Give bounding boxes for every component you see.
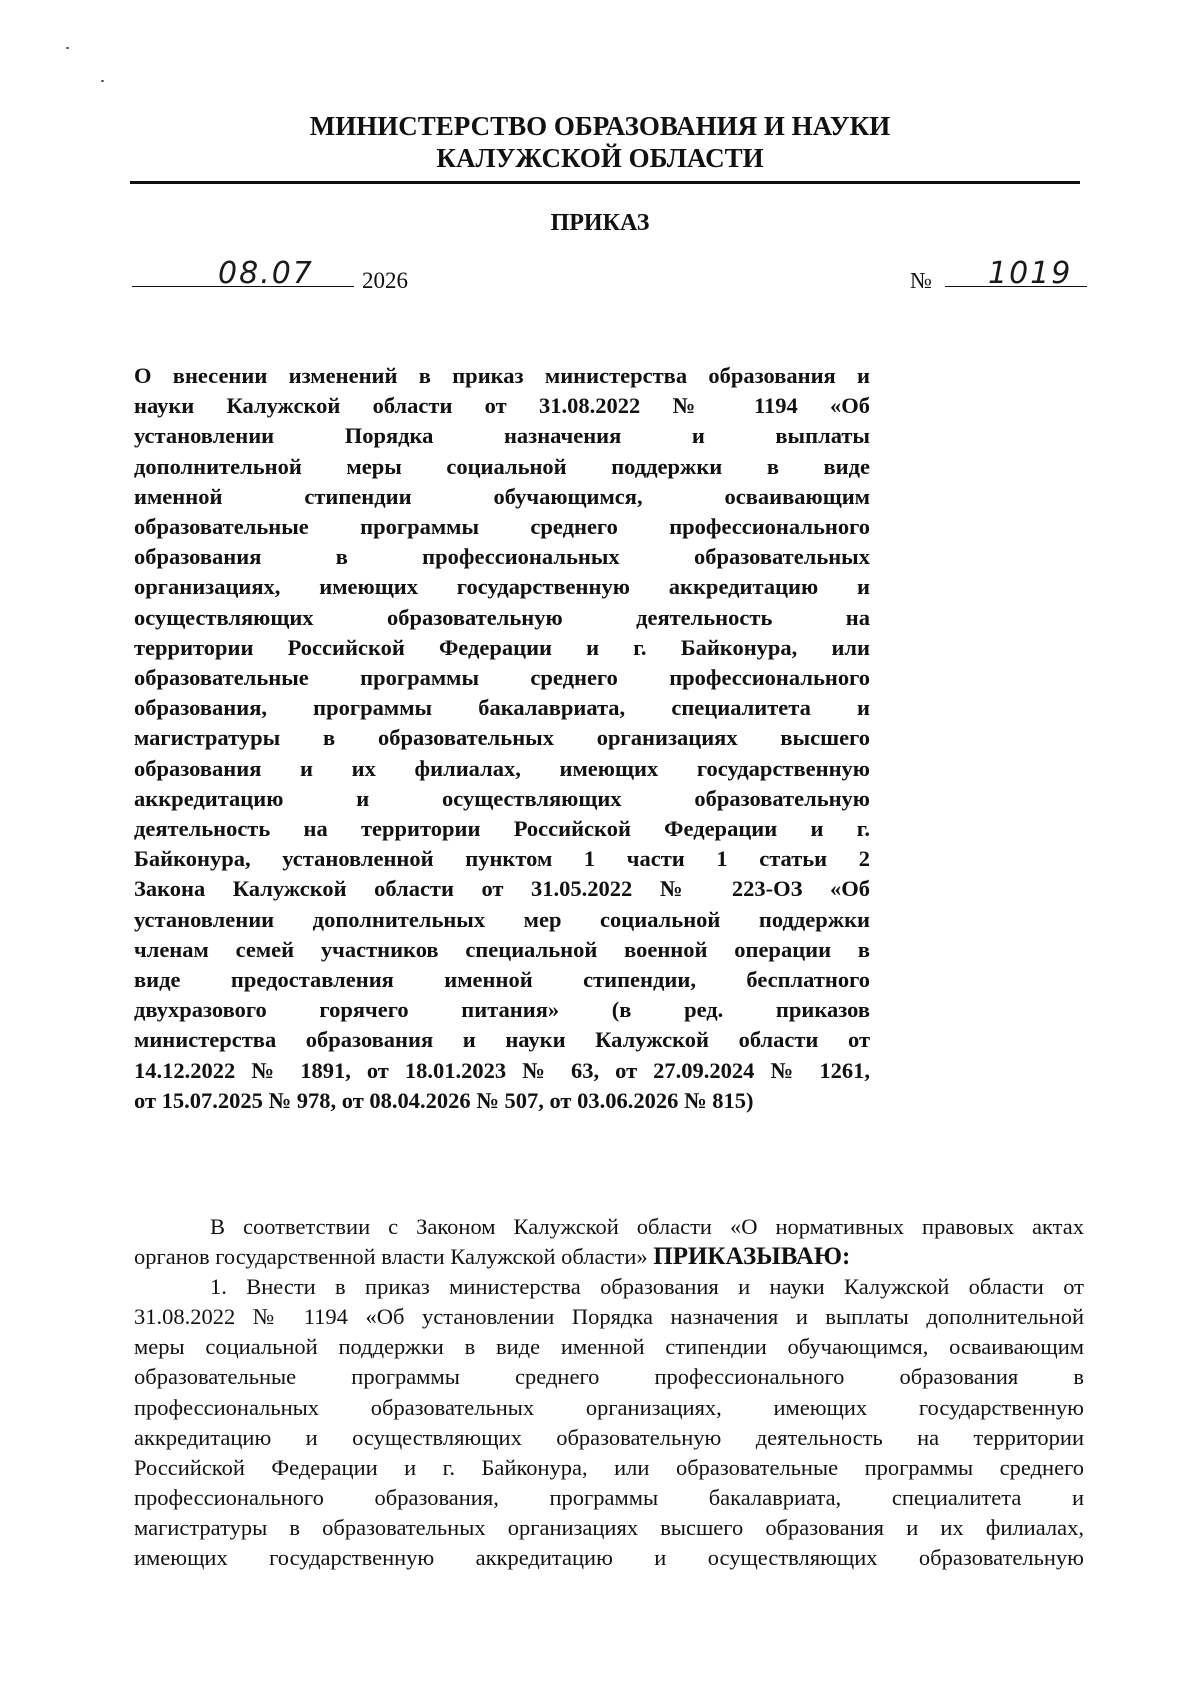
scan-artifact bbox=[66, 47, 69, 49]
subject-line: образовательные программы среднего профессионального bbox=[134, 514, 870, 540]
subject-line: образовательные программы среднего профессионального bbox=[134, 665, 870, 691]
subject-line: установлении Порядка назначения и выплаты bbox=[134, 423, 870, 449]
subject-line: образования и их филиалах, имеющих государственную bbox=[134, 755, 870, 781]
order-subject bbox=[134, 361, 870, 1116]
body-line bbox=[134, 1242, 1084, 1272]
ministry-name-line2: КАЛУЖСКОЙ ОБЛАСТИ bbox=[436, 143, 764, 173]
body-line: аккредитацию и осуществляющих образовательную деятельность на территории bbox=[134, 1424, 1084, 1450]
command-word: ПРИКАЗЫВАЮ: bbox=[653, 1243, 851, 1271]
body-line: профессионального образования, программы бакалавриата, специалитета и bbox=[134, 1484, 1084, 1510]
subject-line: аккредитацию и осуществляющих образовательную bbox=[134, 785, 870, 811]
order-number-handwritten: 1019 bbox=[988, 256, 1073, 291]
subject-line: установлении дополнительных мер социальной поддержки bbox=[134, 906, 870, 932]
body-line: 31.08.2022 № 1194 «Об установлении Порядка назначения и выплаты дополнительной bbox=[134, 1304, 1084, 1330]
body-line: 1. Внести в приказ министерства образования и науки Калужской области от bbox=[210, 1274, 1084, 1300]
subject-line: магистратуры в образовательных организациях высшего bbox=[134, 725, 870, 751]
body-line: имеющих государственную аккредитацию и осуществляющих образовательную bbox=[134, 1545, 1084, 1571]
scan-artifact bbox=[101, 80, 104, 82]
body-line: меры социальной поддержки в виде именной стипендии обучающимся, осваивающим bbox=[134, 1334, 1084, 1360]
subject-line: Байконура, установленной пунктом 1 части 1 статьи 2 bbox=[134, 846, 870, 872]
subject-line: Закона Калужской области от 31.05.2022 № 223-ОЗ «Об bbox=[134, 876, 870, 902]
ministry-header bbox=[130, 110, 1070, 174]
order-date-handwritten: 08.07 bbox=[218, 256, 314, 291]
body-line: Российской Федерации и г. Байконура, или образовательные программы среднего bbox=[134, 1454, 1084, 1480]
order-title: ПРИКАЗ bbox=[550, 210, 650, 236]
subject-line: территории Российской Федерации и г. Байконура, или bbox=[134, 634, 870, 660]
subject-line: О внесении изменений в приказ министерства образования и bbox=[134, 363, 870, 388]
body-line: образовательные программы среднего профессионального образования в bbox=[134, 1364, 1084, 1390]
subject-line: министерства образования и науки Калужской области от bbox=[134, 1027, 870, 1053]
subject-line: дополнительной меры социальной поддержки в виде bbox=[134, 453, 870, 479]
body-line: магистратуры в образовательных организациях высшего образования и их филиалах, bbox=[134, 1514, 1084, 1540]
order-body bbox=[134, 1212, 1084, 1573]
subject-line: организациях, имеющих государственную аккредитацию и bbox=[134, 574, 870, 600]
subject-line: 14.12.2022 № 1891, от 18.01.2023 № 63, от 27.09.2024 № 1261, bbox=[134, 1057, 870, 1083]
order-number-sign: № bbox=[910, 268, 932, 293]
subject-line: виде предоставления именной стипендии, бесплатного bbox=[134, 967, 870, 993]
order-year: 2026 bbox=[362, 268, 408, 293]
subject-line: осуществляющих образовательную деятельность на bbox=[134, 604, 870, 630]
subject-line: науки Калужской области от 31.08.2022 № 1194 «Об bbox=[134, 393, 870, 419]
header-rule bbox=[130, 181, 1080, 184]
subject-line: от 15.07.2025 № 978, от 08.04.2026 № 507, от 03.06.2026 № 815) bbox=[134, 1087, 754, 1113]
subject-line: именной стипендии обучающимся, осваивающим bbox=[134, 483, 870, 509]
subject-line: образования в профессиональных образовательных bbox=[134, 544, 870, 570]
subject-line: членам семей участников специальной военной операции в bbox=[134, 936, 870, 962]
preamble-text: органов государственной власти Калужской области» bbox=[134, 1244, 648, 1270]
body-line: профессиональных образовательных организациях, имеющих государственную bbox=[134, 1394, 1084, 1420]
ministry-name-line1: МИНИСТЕРСТВО ОБРАЗОВАНИЯ И НАУКИ bbox=[309, 111, 891, 141]
body-line: В соответствии с Законом Калужской области «О нормативных правовых актах bbox=[210, 1214, 1084, 1239]
subject-line: образования, программы бакалавриата, специалитета и bbox=[134, 695, 870, 721]
subject-line: двухразового горячего питания» (в ред. приказов bbox=[134, 997, 870, 1023]
subject-line: деятельность на территории Российской Федерации и г. bbox=[134, 816, 870, 842]
